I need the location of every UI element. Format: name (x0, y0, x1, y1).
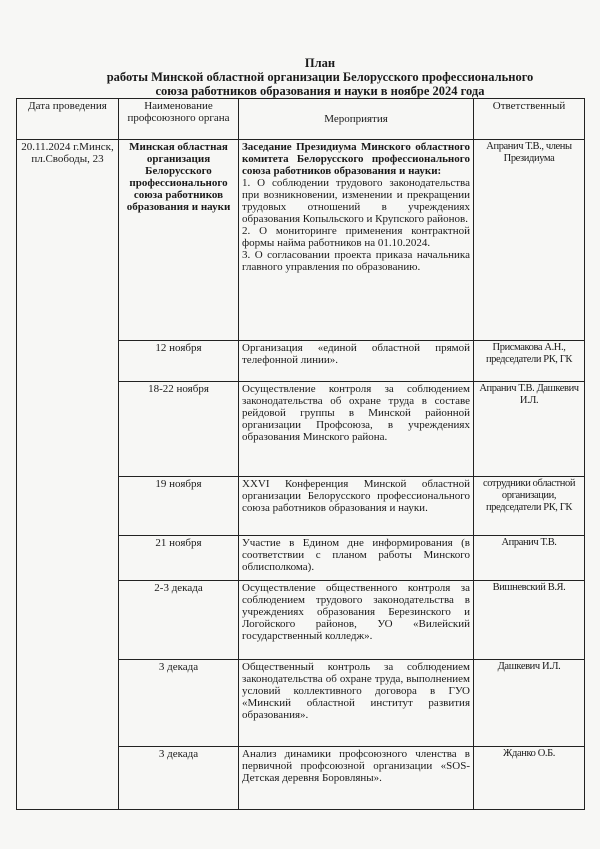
cell-when: 3 декада (119, 660, 239, 747)
cell-event (239, 140, 474, 341)
document-subtitle-line1: работы Минской областной организации Белорусского профессионального (106, 70, 534, 84)
cell-when: 21 ноября (119, 536, 239, 581)
table-row (17, 382, 585, 477)
event-item: 3. О согласовании проекта приказа начальника главного управления по образованию. (242, 249, 470, 273)
table-row (17, 581, 585, 660)
cell-event: Анализ динамики профсоюзного членства в первичной профсоюзной организации «SOS-Детская деревня Боровляны». (239, 747, 474, 810)
table-header-row (17, 99, 585, 140)
table-row (17, 140, 585, 341)
cell-event: Участие в Едином дне информирования (в соответствии с планом работы Минского облисполкома). (239, 536, 474, 581)
cell-when: 19 ноября (119, 477, 239, 536)
cell-event: Осуществление контроля за соблюдением законодательства об охране труда в составе рейдовой группы в Минской районной организации Профсоюза, в учреждениях образования Минского района. (239, 382, 474, 477)
table-row (17, 747, 585, 810)
table-row (17, 536, 585, 581)
cell-when: 18-22 ноября (119, 382, 239, 477)
cell-responsible: Дашкевич И.Л. (474, 660, 585, 747)
document-title: План (304, 56, 336, 70)
table-row (17, 341, 585, 382)
cell-responsible: Присмакова А.Н., председатели РК, ГК (474, 341, 585, 382)
cell-event: Общественный контроль за соблюдением законодательства об охране труда, выполнением условий коллективного договора в ГУО «Минский областной институт развития образования». (239, 660, 474, 747)
event-heading: Заседание Президиума Минского областного комитета Белорусского профессионального союза работников образования и науки: (242, 141, 470, 177)
plan-table (16, 98, 585, 810)
header-org: Наименование профсоюзного органа (119, 99, 239, 140)
cell-responsible: Апранич Т.В. Дашкевич И.Л. (474, 382, 585, 477)
document-subtitle-line2: союза работников образования и науки в ноябре 2024 года (155, 84, 485, 98)
header-events: Мероприятия (239, 99, 474, 140)
table-row (17, 660, 585, 747)
event-item: 2. О мониторинге применения контрактной формы найма работников на 01.10.2024. (242, 225, 470, 249)
cell-event: Организация «единой областной прямой телефонной линии». (239, 341, 474, 382)
table-row (17, 477, 585, 536)
cell-event: XXVI Конференция Минской областной организации Белорусского профессионального союза работников образования и науки. (239, 477, 474, 536)
cell-when: 12 ноября (119, 341, 239, 382)
header-date: Дата проведения (17, 99, 119, 140)
cell-date: 20.11.2024 г.Минск, пл.Свободы, 23 (17, 140, 119, 341)
cell-event: Осуществление общественного контроля за соблюдением трудового законодательства в учреждениях образования Березинского и Логойского районов, УО «Вилейский государственный колледж». (239, 581, 474, 660)
cell-responsible: Жданко О.Б. (474, 747, 585, 810)
event-item: 1. О соблюдении трудового законодательства при возникновении, изменении и прекращении трудовых отношений в учреждениях образования Копыльского и Крупского районов. (242, 177, 470, 225)
header-responsible: Ответственный (474, 99, 585, 140)
cell-responsible: Апранич Т.В. (474, 536, 585, 581)
cell-org: Минская областная организация Белорусского профессионального союза работников образования и науки (119, 140, 239, 341)
cell-responsible: сотрудники областной организации, председатели РК, ГК (474, 477, 585, 536)
cell-responsible: Вишневский В.Я. (474, 581, 585, 660)
cell-responsible: Апранич Т.В., члены Президиума (474, 140, 585, 341)
cell-when: 3 декада (119, 747, 239, 810)
cell-when: 2-3 декада (119, 581, 239, 660)
